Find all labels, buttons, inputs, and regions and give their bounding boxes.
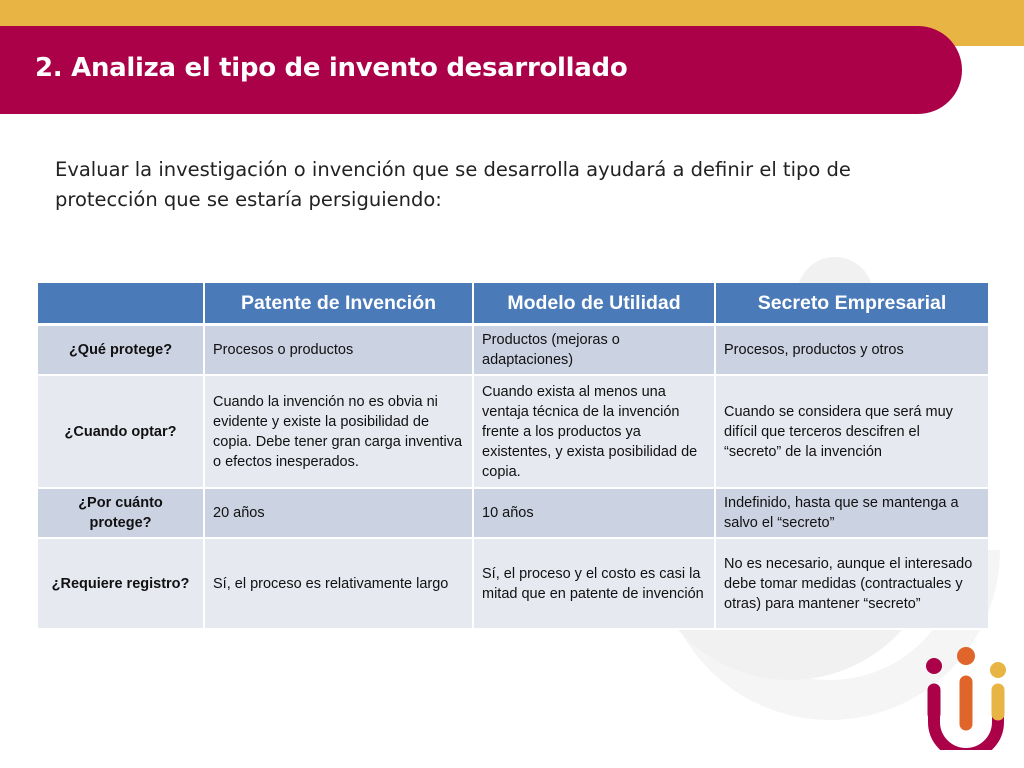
header-modelo: Modelo de Utilidad [474, 283, 716, 326]
table-cell: Sí, el proceso es relativamente largo [205, 539, 474, 630]
comparison-table [38, 283, 988, 630]
header-patente: Patente de Invención [205, 283, 474, 326]
table-cell: Cuando exista al menos una ventaja técnica de la invención frente a los productos ya existentes, y exista posibilidad de copia. [474, 376, 716, 489]
table-cell: Cuando la invención no es obvia ni evidente y existe la posibilidad de copia. Debe tener gran carga inventiva o efectos inesperados. [205, 376, 474, 489]
row-label-que-protege: ¿Qué protege? [38, 326, 205, 376]
table-row [38, 326, 988, 376]
table-cell: Procesos o productos [205, 326, 474, 376]
table-cell: Procesos, productos y otros [716, 326, 988, 376]
table-cell: Indefinido, hasta que se mantenga a salvo el “secreto” [716, 489, 988, 539]
row-label-requiere-registro: ¿Requiere registro? [38, 539, 205, 630]
table-row [38, 376, 988, 489]
table-cell: No es necesario, aunque el interesado debe tomar medidas (contractuales y otras) para mantener “secreto” [716, 539, 988, 630]
table-cell: Cuando se considera que será muy difícil que terceros descifren el “secreto” de la invención [716, 376, 988, 489]
table-cell: 10 años [474, 489, 716, 539]
row-label-cuando-optar: ¿Cuando optar? [38, 376, 205, 489]
table-cell: Sí, el proceso y el costo es casi la mitad que en patente de invención [474, 539, 716, 630]
row-label-por-cuanto: ¿Por cuánto protege? [38, 489, 205, 539]
people-logo-icon [920, 642, 1012, 750]
table-cell: Productos (mejoras o adaptaciones) [474, 326, 716, 376]
page-title: 2. Analiza el tipo de invento desarrollado [35, 53, 628, 83]
table-cell: 20 años [205, 489, 474, 539]
table-row [38, 489, 988, 539]
table-header-row [38, 283, 988, 326]
intro-paragraph: Evaluar la investigación o invención que se desarrolla ayudará a definir el tipo de protección que se estaría persiguiendo: [55, 158, 851, 211]
header-corner-cell [38, 283, 205, 326]
header-secreto: Secreto Empresarial [716, 283, 988, 326]
table-row [38, 539, 988, 630]
